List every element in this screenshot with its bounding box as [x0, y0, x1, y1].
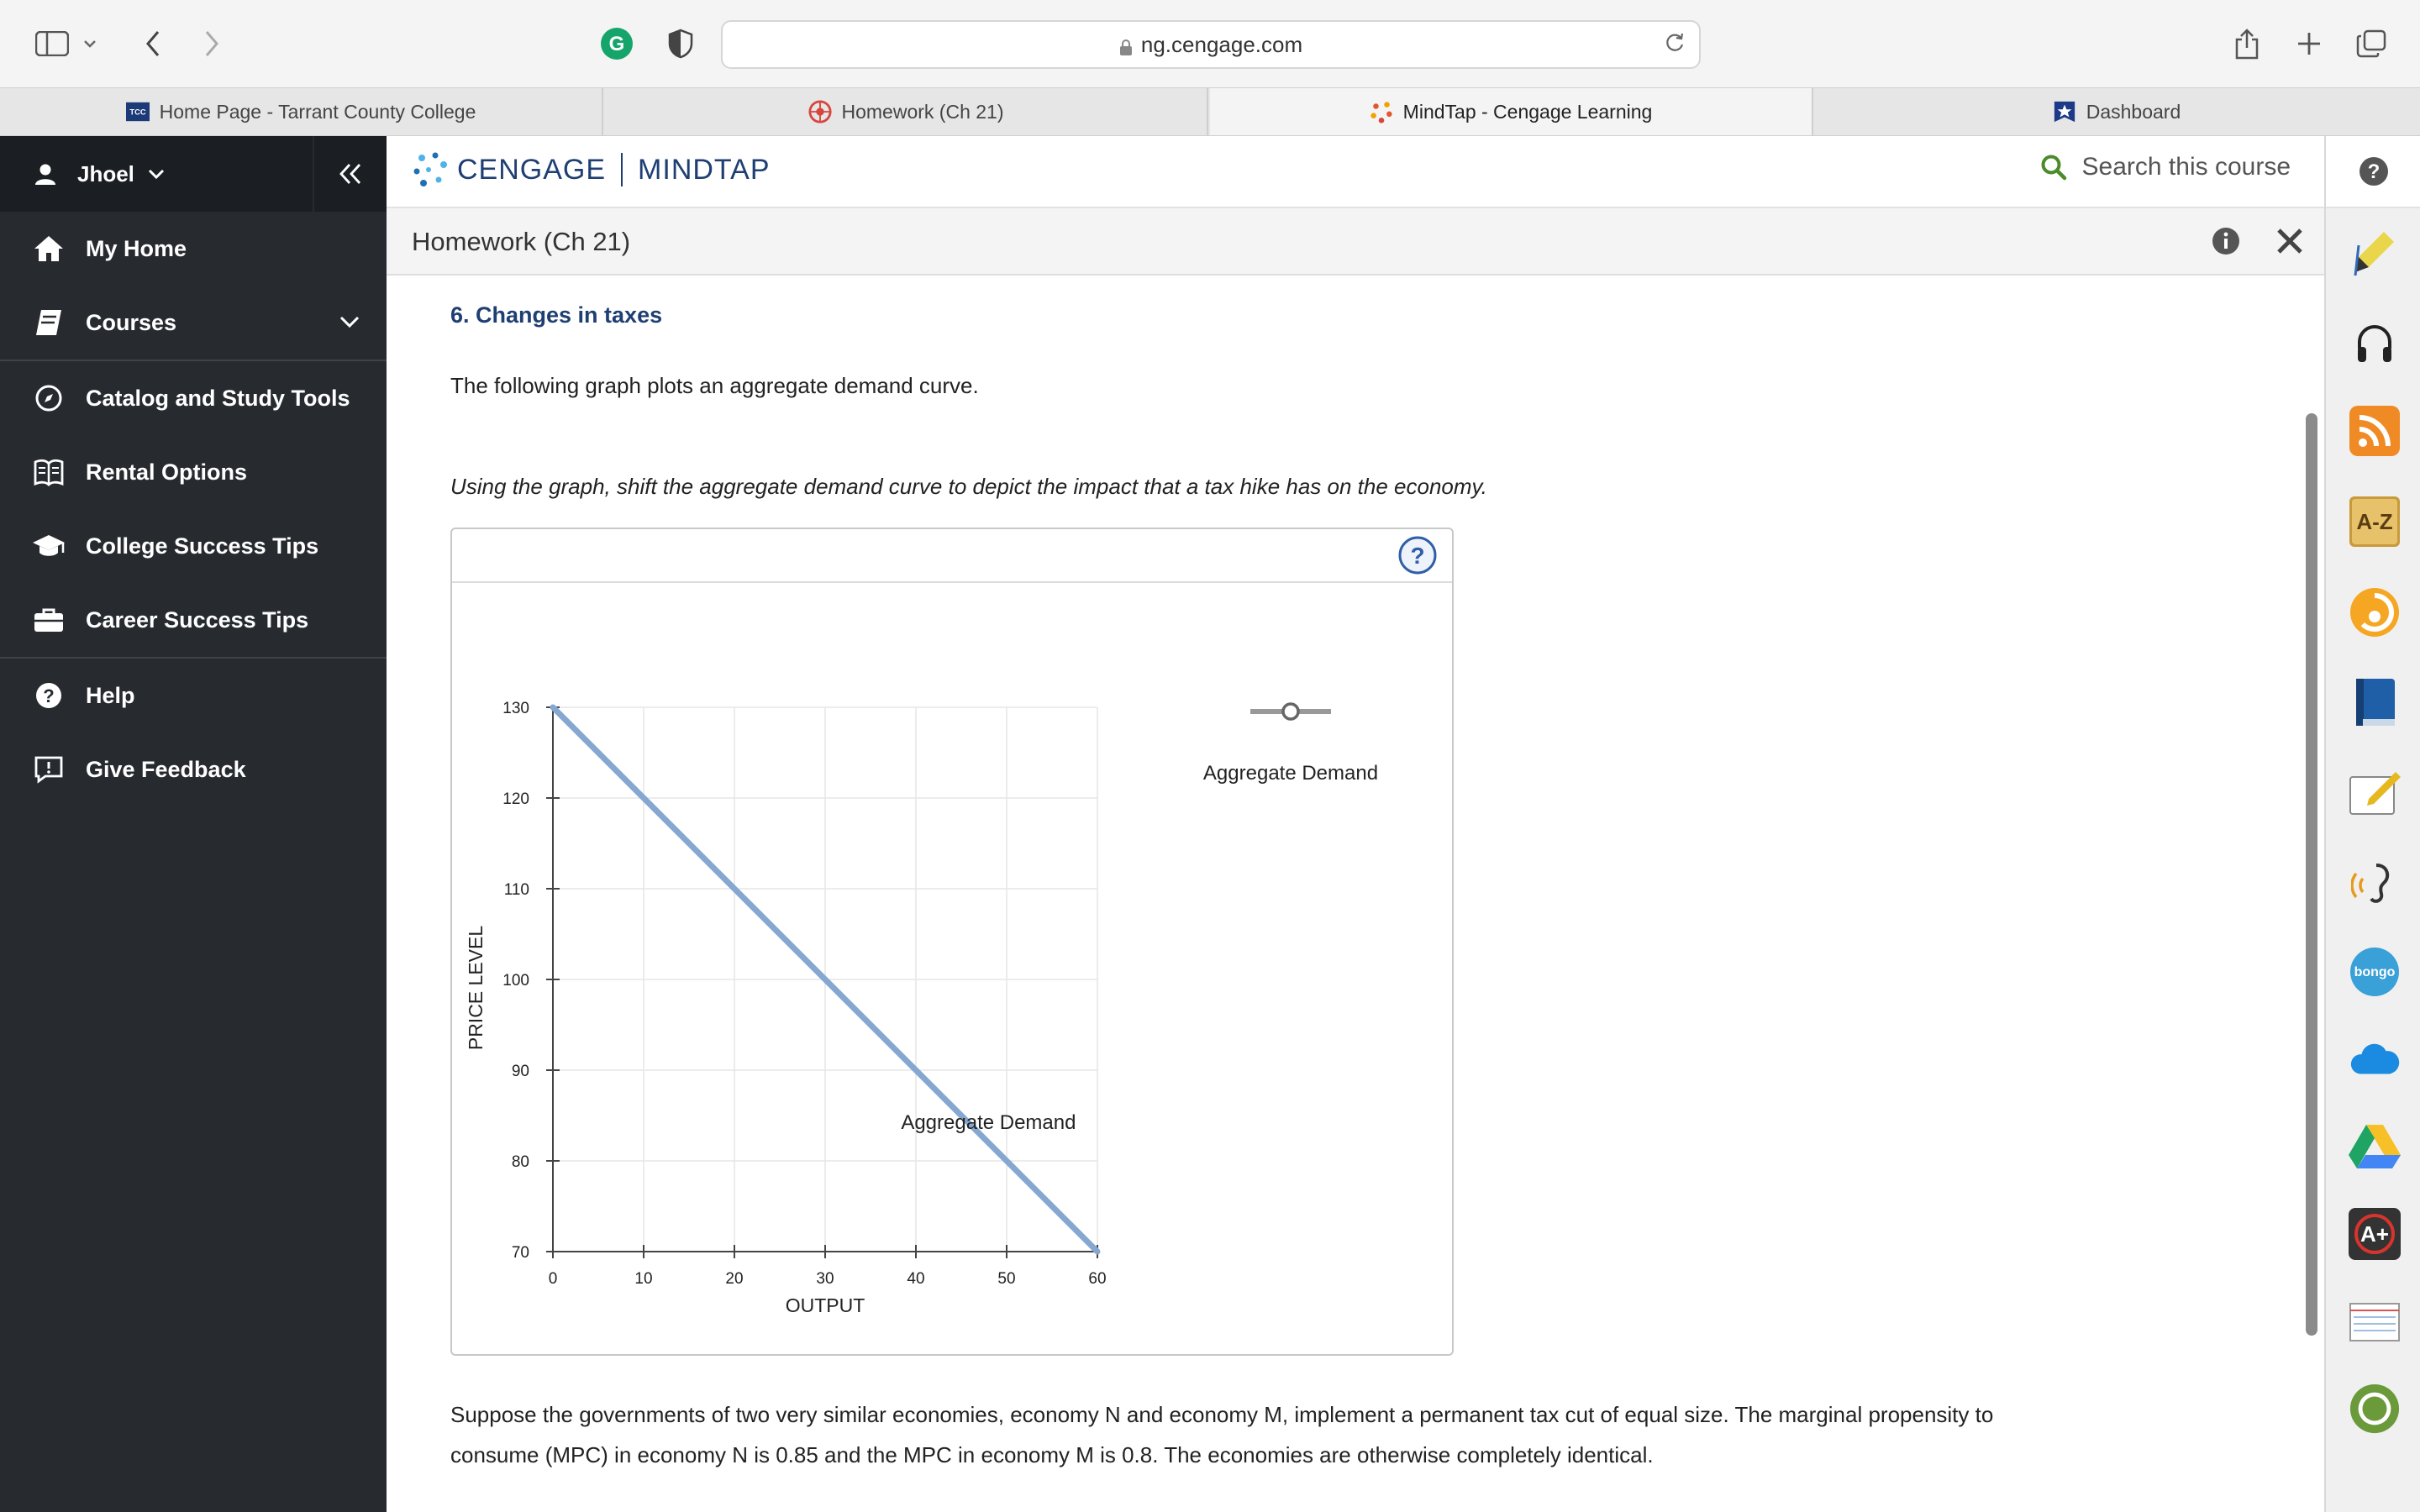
browser-toolbar [0, 0, 2420, 87]
sidebar-item-label: College Success Tips [86, 533, 319, 559]
sidebar-item-rental-options[interactable] [0, 438, 387, 506]
book-icon [30, 304, 67, 341]
y-tick-label: 90 [511, 1063, 529, 1080]
rss-feed-icon[interactable] [2349, 405, 2401, 457]
star-icon [2053, 100, 2076, 123]
sidebar-item-label: Courses [86, 309, 177, 335]
svg-text:?: ? [2367, 160, 2381, 183]
help-icon [2358, 155, 2390, 187]
svg-text:A+: A+ [2360, 1221, 2389, 1247]
url-text: ng.cengage.com [1140, 31, 1303, 57]
sidebar-item-label: Rental Options [86, 459, 248, 485]
ebook-icon[interactable] [2349, 677, 2401, 729]
app-header [387, 136, 2324, 208]
sidebar-item-my-home[interactable] [0, 215, 387, 282]
tcc-icon [126, 100, 150, 123]
brand-mindtap: MINDTAP [638, 153, 771, 186]
tab-strip [0, 87, 2420, 136]
tab-label: Homework (Ch 21) [841, 100, 1004, 123]
readspeaker-icon[interactable] [2349, 858, 2401, 911]
feedback-icon [30, 751, 67, 788]
user-name: Jhoel [77, 160, 134, 186]
graph-help-button[interactable] [1398, 536, 1437, 575]
shield-icon[interactable] [659, 22, 702, 66]
x-tick-label: 60 [1088, 1270, 1107, 1288]
profile-app-icon[interactable] [2349, 1383, 2401, 1435]
intro-text: The following graph plots an aggregate demand curve. [450, 373, 979, 398]
user-menu[interactable] [0, 136, 313, 212]
reload-icon[interactable] [1664, 32, 1686, 60]
svg-text:TCC: TCC [129, 108, 146, 117]
close-icon[interactable] [2275, 227, 2304, 255]
brand-divider [621, 153, 623, 186]
browser-tab-dashboard[interactable] [1815, 88, 2418, 135]
notes-icon[interactable] [2349, 768, 2401, 820]
brand-cengage: CENGAGE [457, 153, 607, 186]
y-tick-label: 110 [503, 881, 529, 899]
legend-label: Aggregate Demand [1202, 762, 1379, 785]
cengage-mindtap-logo[interactable] [412, 151, 771, 188]
svg-text:bongo: bongo [2354, 965, 2396, 979]
followup-text: Suppose the governments of two very similar economies, economy N and economy M, implement a permanent tax cut of equal size. The marginal propensity to consume (MPC) in economy N is 0.85 and the MPC in economy M is 0.8. The economies are otherwise completely identical. [450, 1402, 1994, 1467]
y-axis-label: PRICE LEVEL [465, 925, 487, 1051]
x-axis-label: OUTPUT [785, 1294, 865, 1316]
question-title: 6. Changes in taxes [450, 302, 663, 328]
sidebar-item-help[interactable] [0, 662, 387, 729]
share-icon[interactable] [2225, 22, 2269, 66]
y-tick-label: 130 [502, 700, 529, 717]
onedrive-cloud-icon[interactable] [2349, 1033, 2401, 1085]
y-tick-label: 70 [511, 1244, 529, 1262]
pencil-highlighter-icon[interactable] [2349, 227, 2401, 279]
glossary-az-icon[interactable] [2349, 496, 2401, 548]
compass-icon [30, 380, 67, 417]
app-dock [2324, 136, 2420, 1512]
double-chevron-left-icon [338, 163, 363, 185]
sidebar-item-catalog[interactable] [0, 365, 387, 432]
sidebar-item-career-success-tips[interactable] [0, 586, 387, 654]
sidebar-item-give-feedback[interactable] [0, 736, 387, 803]
x-tick-label: 20 [725, 1270, 744, 1288]
forward-arrow-icon[interactable] [190, 22, 234, 66]
sidebar-item-label: Career Success Tips [86, 606, 309, 633]
sidebar-item-courses[interactable] [0, 289, 387, 356]
graph-toolbar [452, 529, 1452, 583]
legend-handle[interactable] [1283, 704, 1298, 719]
user-icon [34, 162, 57, 186]
cengage-logo-icon [412, 151, 449, 188]
aggregate-demand-palette-tool[interactable] [1203, 704, 1378, 785]
svg-text:?: ? [43, 685, 55, 706]
sidebar-toggle-icon[interactable] [30, 22, 74, 66]
mindtap-icon [1370, 100, 1393, 123]
instruction-text: Using the graph, shift the aggregate demand curve to depict the impact that a tax hike has on the economy. [450, 474, 1487, 499]
sidebar-item-label: Help [86, 682, 135, 708]
content-scrollbar[interactable] [2306, 413, 2317, 1336]
lock-icon [1119, 36, 1133, 53]
sidebar-divider [0, 657, 387, 659]
x-tick-label: 10 [634, 1270, 653, 1288]
collapse-sidebar-button[interactable] [314, 136, 387, 212]
tab-label: Home Page - Tarrant County College [159, 100, 476, 123]
course-search[interactable] [2040, 153, 2291, 181]
x-tick-label: 50 [997, 1270, 1016, 1288]
x-tick-label: 0 [548, 1270, 558, 1288]
x-tick-label: 40 [907, 1270, 925, 1288]
browser-tab-home-page[interactable] [0, 88, 603, 135]
search-placeholder: Search this course [2081, 153, 2291, 181]
progress-app-icon[interactable] [2349, 586, 2401, 638]
address-bar[interactable] [721, 20, 1701, 69]
sidebar-divider [0, 360, 387, 361]
y-tick-label: 120 [502, 790, 529, 808]
new-tab-plus-icon[interactable] [2287, 22, 2331, 66]
google-drive-icon[interactable] [2349, 1121, 2401, 1173]
flashcards-icon[interactable] [2349, 1295, 2401, 1347]
graph-tool [450, 528, 1454, 1356]
headphones-icon[interactable] [2349, 318, 2401, 370]
aplus-app-icon[interactable] [2349, 1208, 2401, 1260]
activity-titlebar [387, 208, 2324, 276]
sidebar-item-label: Catalog and Study Tools [86, 385, 350, 411]
back-arrow-icon[interactable] [131, 22, 175, 66]
svg-text:G: G [608, 33, 625, 55]
home-icon [30, 230, 67, 267]
tab-overview-icon[interactable] [2349, 22, 2393, 66]
help-icon [30, 677, 67, 714]
dock-help-button[interactable] [2326, 136, 2420, 208]
y-tick-label: 80 [511, 1153, 529, 1171]
cengage-icon [808, 100, 832, 123]
chevron-down-icon [148, 169, 165, 179]
sidebar-item-college-success-tips[interactable] [0, 512, 387, 580]
graduation-cap-icon [30, 528, 67, 564]
aggregate-demand-chart[interactable] [452, 583, 1449, 1352]
info-icon[interactable] [2212, 227, 2240, 255]
chevron-down-icon [339, 316, 360, 328]
bongo-icon[interactable] [2349, 946, 2401, 998]
briefcase-icon [30, 601, 67, 638]
sidebar-item-label: Give Feedback [86, 756, 246, 782]
sidebar-item-label: My Home [86, 235, 187, 261]
svg-text:A-Z: A-Z [2356, 509, 2393, 534]
browser-tab-mindtap[interactable] [1210, 88, 1813, 135]
curve-label: Aggregate Demand [901, 1111, 1076, 1134]
tab-label: Dashboard [2086, 100, 2181, 123]
grammarly-icon[interactable] [595, 22, 639, 66]
tab-label: MindTap - Cengage Learning [1402, 100, 1653, 123]
chevron-down-icon[interactable] [77, 22, 103, 66]
y-tick-label: 100 [502, 972, 529, 990]
search-icon [2040, 154, 2067, 181]
browser-tab-homework[interactable] [605, 88, 1208, 135]
left-sidebar [0, 136, 387, 1512]
page-title: Homework (Ch 21) [412, 227, 631, 256]
svg-text:?: ? [1410, 543, 1425, 569]
x-tick-label: 30 [816, 1270, 834, 1288]
open-book-icon [30, 454, 67, 491]
